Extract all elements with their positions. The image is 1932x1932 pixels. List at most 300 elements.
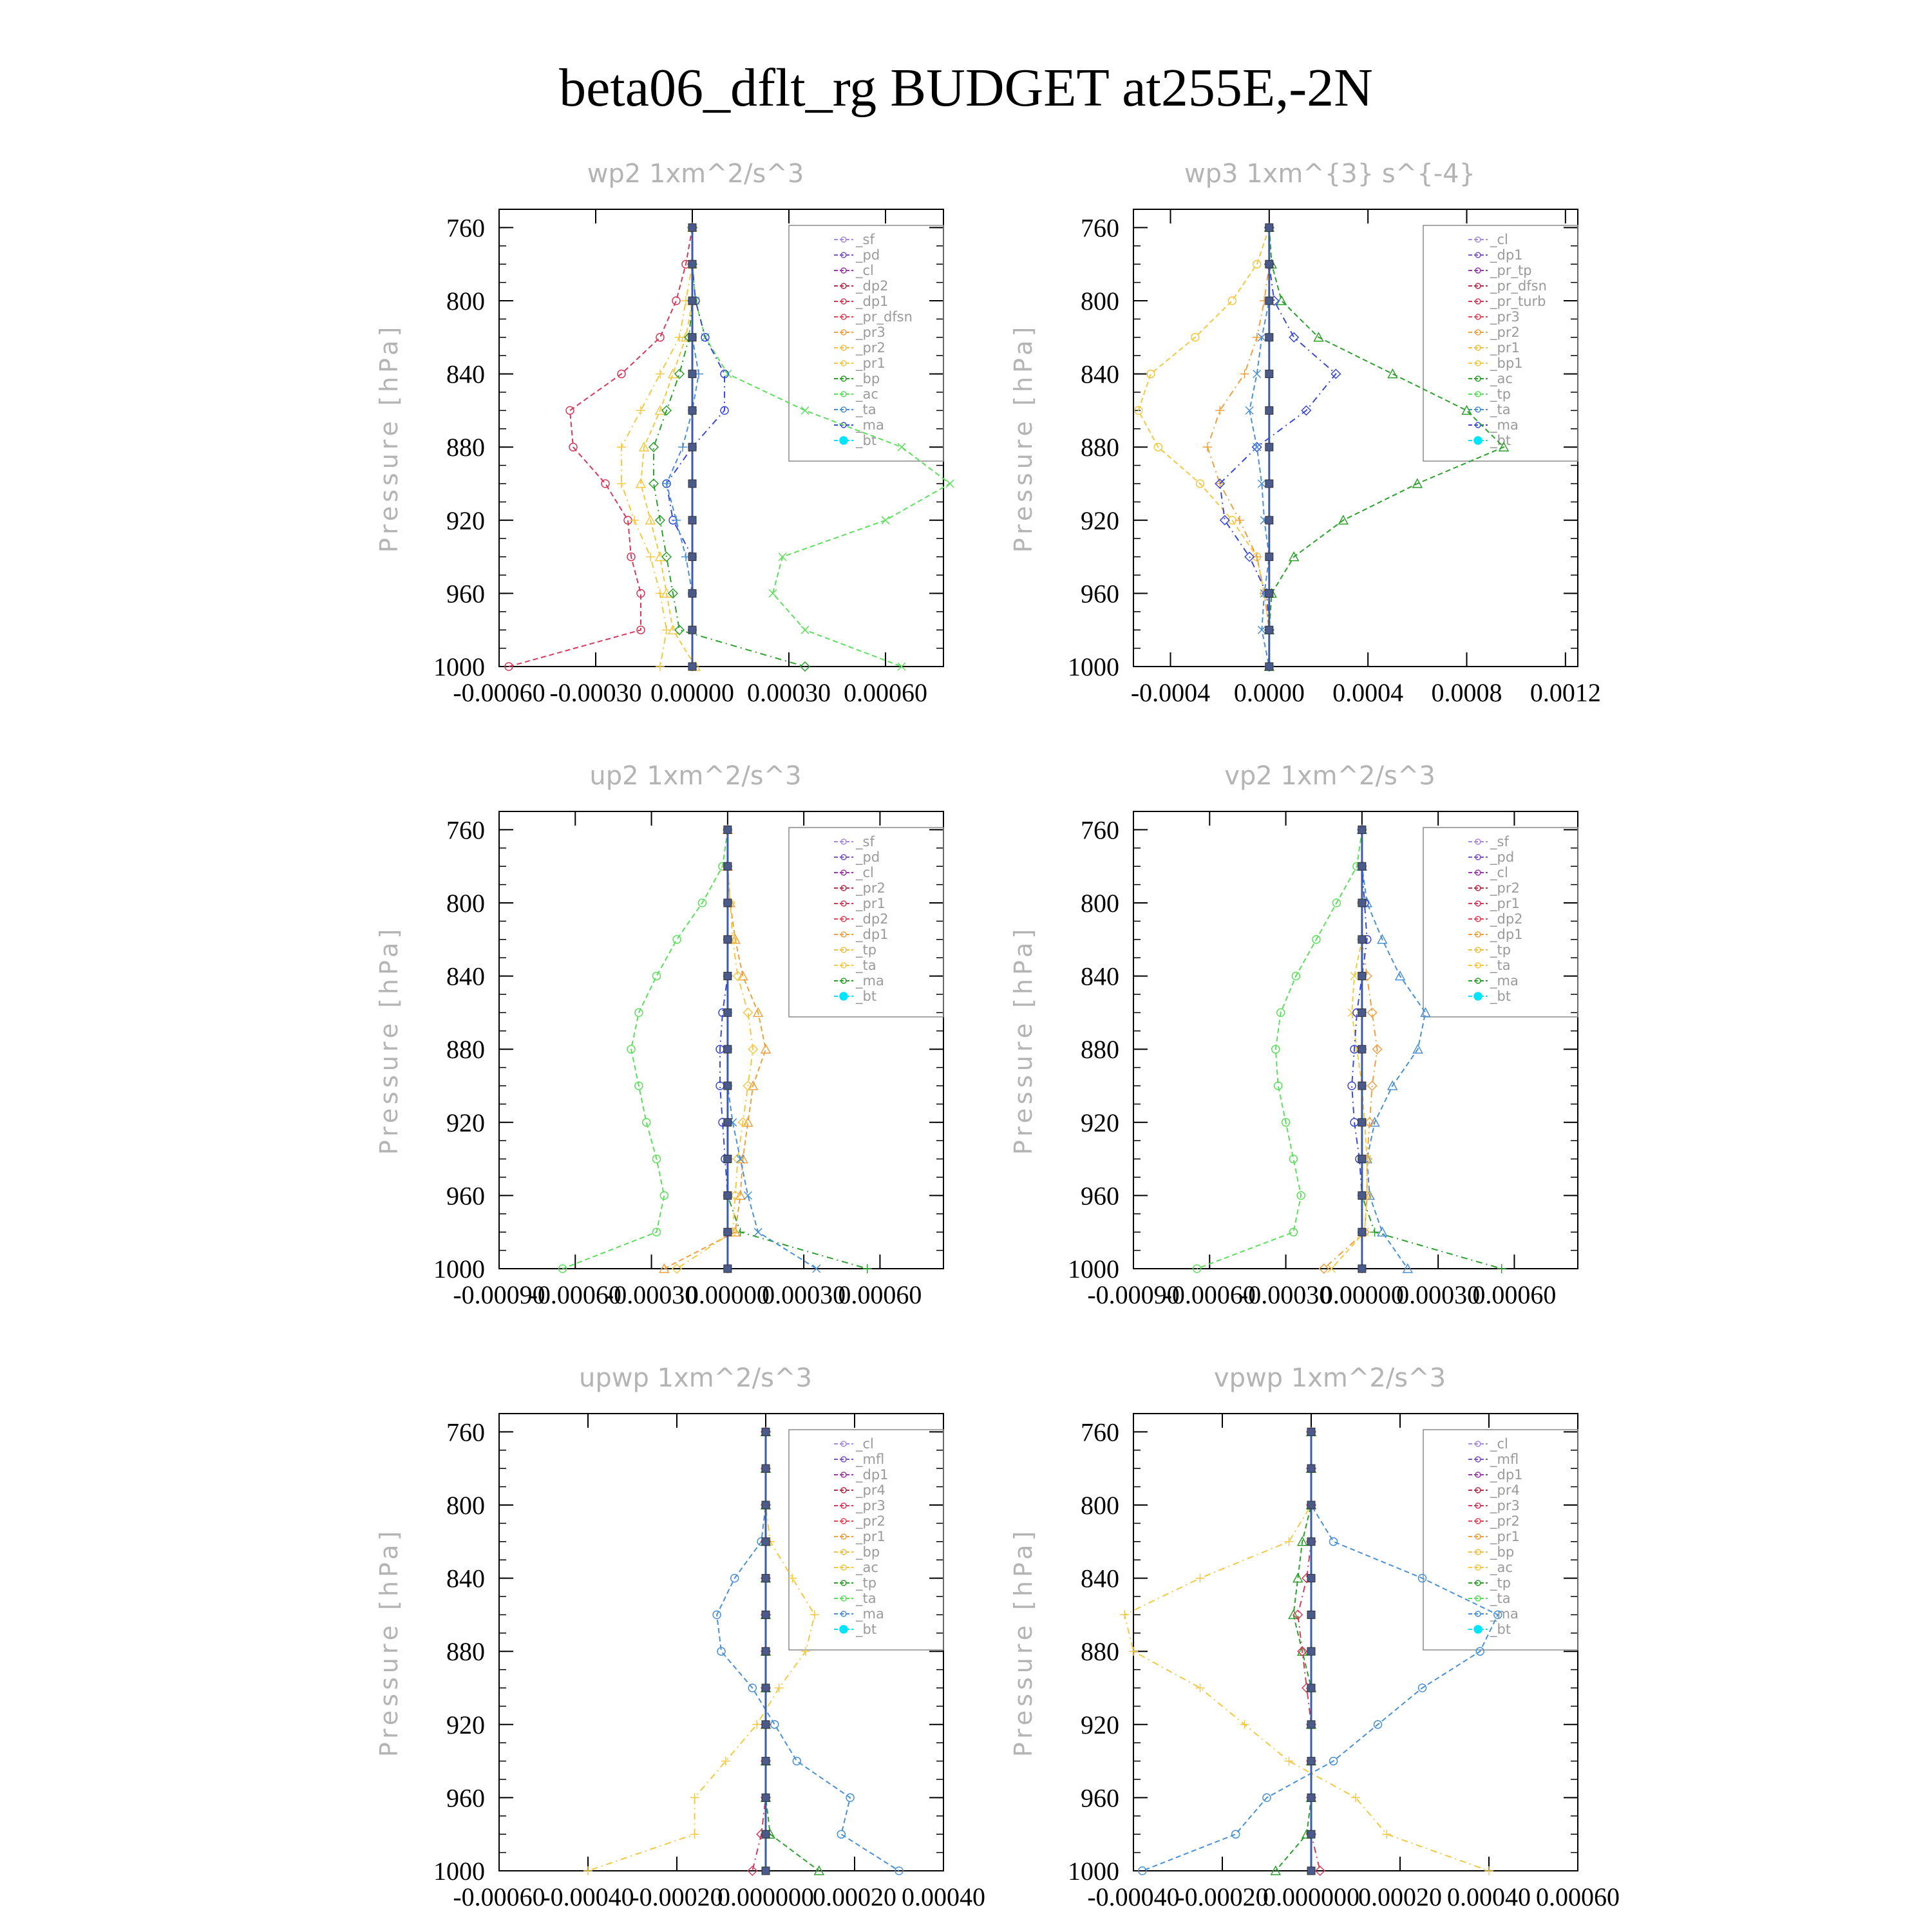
series-point — [1484, 1866, 1493, 1875]
series-point — [1358, 1082, 1366, 1090]
series-point — [1307, 1575, 1315, 1582]
legend-marker — [1474, 1625, 1482, 1633]
x-tick-label: 0.0012 — [1530, 678, 1601, 707]
legend-label: _pr_dfsn — [856, 309, 913, 325]
series-point — [1265, 663, 1273, 670]
series-point — [724, 826, 732, 833]
series-point — [688, 297, 696, 305]
subplot-title: upwp 1xm^2/s^3 — [579, 1363, 812, 1393]
series-point — [662, 479, 671, 488]
series-point — [1307, 1538, 1315, 1546]
y-tick-label: 960 — [1081, 1181, 1119, 1211]
y-tick-label: 920 — [446, 1108, 485, 1137]
x-tick-label: 0.00020 — [813, 1882, 896, 1911]
x-tick-label: 0.00020 — [1358, 1882, 1442, 1911]
series-line — [563, 829, 728, 1269]
series-point — [1232, 1830, 1240, 1838]
legend-label: _mfl — [856, 1452, 885, 1467]
y-axis-label: Pressure [hPa] — [1009, 1527, 1037, 1757]
series-point — [1265, 626, 1273, 634]
series-point — [1120, 1610, 1129, 1619]
series-point — [1358, 1191, 1366, 1199]
y-tick-label: 960 — [1081, 1783, 1119, 1813]
legend-label: _pr2 — [1490, 880, 1520, 896]
series-point — [1265, 406, 1273, 414]
x-tick-label: 0.000000 — [1263, 1882, 1359, 1911]
legend-label: _bt — [1490, 989, 1511, 1004]
y-tick-label: 960 — [446, 1181, 485, 1211]
y-tick-label: 800 — [1081, 287, 1119, 316]
legend-label: _pr_turb — [1490, 294, 1546, 309]
legend-label: _pd — [856, 849, 880, 865]
series-point — [762, 1464, 770, 1472]
y-tick-label: 760 — [1081, 815, 1119, 845]
legend-label: _dp1 — [856, 1467, 889, 1482]
x-tick-label: -0.00090 — [1087, 1280, 1180, 1309]
x-tick-label: 0.00030 — [762, 1280, 846, 1309]
series-point — [762, 1794, 770, 1801]
y-tick-label: 840 — [1081, 1564, 1119, 1593]
legend-label: _pr3 — [856, 325, 886, 340]
y-tick-label: 960 — [446, 579, 485, 609]
x-tick-label: -0.00060 — [453, 678, 545, 707]
legend-label: _ta — [856, 1591, 876, 1606]
x-tick-label: -0.00020 — [1176, 1882, 1269, 1911]
y-tick-label: 880 — [1081, 1035, 1119, 1065]
y-axis-label: Pressure [hPa] — [375, 323, 403, 553]
x-tick-label: 0.00040 — [902, 1882, 985, 1911]
x-tick-label: 0.00000 — [685, 1280, 770, 1309]
series-line — [728, 829, 817, 1269]
legend-label: _bp — [856, 1544, 880, 1560]
series-point — [771, 1721, 779, 1728]
legend-label: _tp — [1490, 386, 1511, 402]
legend-label: _dp2 — [856, 911, 889, 927]
legend-label: _dp1 — [856, 294, 889, 309]
x-tick-label: 0.00000 — [650, 678, 734, 707]
legend-label: _ta — [1490, 958, 1511, 973]
series-line — [1362, 829, 1502, 1269]
x-tick-label: -0.00040 — [542, 1882, 634, 1911]
series-point — [656, 334, 664, 341]
legend-label: _pr2 — [856, 340, 886, 355]
series-point — [1307, 1757, 1315, 1765]
subplot-4 — [1009, 761, 1578, 1309]
series-point — [724, 1009, 732, 1016]
x-tick-label: -0.00030 — [1239, 1280, 1332, 1309]
series-point — [1147, 370, 1155, 378]
series-point — [1307, 1501, 1315, 1509]
legend-label: _dp1 — [1490, 1467, 1523, 1482]
series-point — [1358, 1009, 1366, 1016]
y-axis-label: Pressure [hPa] — [1009, 925, 1037, 1155]
x-tick-label: -0.00030 — [549, 678, 642, 707]
legend-label: _cl — [1490, 232, 1508, 247]
y-tick-label: 760 — [1081, 1417, 1119, 1447]
series-point — [1348, 1082, 1356, 1090]
legend-label: _dp1 — [856, 927, 889, 942]
series-point — [801, 406, 809, 414]
series-point — [1358, 1045, 1366, 1053]
legend-label: _pd — [1490, 849, 1515, 865]
series-point — [1235, 516, 1244, 525]
series-point — [801, 1647, 810, 1656]
series-point — [1265, 516, 1273, 524]
series-point — [1228, 297, 1236, 305]
series-point — [724, 1119, 732, 1126]
x-tick-label: 0.00030 — [1396, 1280, 1481, 1309]
x-tick-label: 0.00030 — [747, 678, 831, 707]
legend-label: _dp1 — [1490, 247, 1523, 263]
series-point — [630, 516, 639, 525]
series-line — [1142, 1432, 1498, 1871]
y-tick-label: 840 — [446, 359, 485, 389]
series-point — [643, 1119, 650, 1126]
y-tick-label: 1000 — [433, 1857, 485, 1886]
series-point — [652, 972, 660, 980]
legend-label: _bp — [856, 371, 880, 386]
series-point — [672, 297, 680, 305]
x-tick-label: -0.00060 — [453, 1882, 545, 1911]
series-point — [724, 1082, 732, 1090]
series-point — [762, 1721, 770, 1728]
series-point — [775, 1683, 784, 1692]
series-line — [1220, 227, 1336, 667]
legend-label: _sf — [856, 834, 875, 849]
y-tick-label: 800 — [1081, 889, 1119, 918]
series-point — [810, 1610, 819, 1619]
series-point — [724, 1045, 732, 1053]
series-point — [762, 1830, 770, 1838]
y-tick-label: 960 — [446, 1783, 485, 1813]
series-line — [1269, 227, 1504, 667]
legend-label: _pd — [856, 247, 880, 263]
legend-label: _ta — [1490, 402, 1511, 417]
series-point — [1203, 442, 1212, 451]
y-tick-label: 880 — [1081, 433, 1119, 462]
series-point — [1265, 589, 1273, 597]
series-line — [1208, 227, 1269, 667]
series-point — [898, 443, 905, 451]
series-point — [754, 1228, 762, 1236]
subplot-2 — [1009, 159, 1601, 707]
series-point — [668, 370, 677, 378]
legend-label: _tp — [856, 1575, 877, 1591]
y-axis-label: Pressure [hPa] — [1009, 323, 1037, 553]
series-point — [583, 1866, 592, 1875]
series-point — [1358, 899, 1366, 907]
series-point — [716, 1082, 724, 1090]
series-point — [656, 370, 665, 379]
legend-label: _pr4 — [856, 1482, 886, 1498]
y-tick-label: 840 — [1081, 961, 1119, 991]
legend-label: _ac — [856, 386, 878, 402]
y-tick-label: 880 — [1081, 1637, 1119, 1667]
series-point — [724, 1228, 732, 1236]
legend-label: _sf — [1490, 834, 1509, 849]
series-point — [946, 480, 954, 488]
series-point — [1358, 862, 1366, 870]
legend-label: _bp — [1490, 1544, 1515, 1560]
legend-label: _ta — [1490, 1591, 1511, 1606]
legend-label: _ac — [856, 1560, 878, 1575]
series-point — [1307, 1794, 1315, 1801]
series-point — [863, 1264, 872, 1273]
x-tick-label: 0.00000 — [1320, 1280, 1404, 1309]
legend-label: _sf — [856, 232, 875, 247]
legend-label: _pr4 — [1490, 1482, 1520, 1498]
series-point — [762, 1647, 770, 1655]
y-tick-label: 920 — [1081, 506, 1119, 535]
series-point — [617, 442, 626, 451]
series-point — [688, 480, 696, 488]
series-point — [1265, 334, 1273, 341]
series-point — [688, 516, 696, 524]
y-tick-label: 800 — [446, 287, 485, 316]
series-point — [1307, 1464, 1315, 1472]
series-point — [688, 443, 696, 451]
series-point — [1368, 1081, 1377, 1090]
legend-label: _ma — [856, 1606, 884, 1622]
legend-label: _tp — [856, 942, 877, 958]
series-line — [677, 829, 753, 1269]
series-point — [724, 1265, 732, 1273]
series-point — [1265, 297, 1273, 305]
x-tick-label: -0.00030 — [605, 1280, 698, 1309]
legend-label: _ma — [1490, 1606, 1519, 1622]
series-point — [688, 589, 696, 597]
series-point — [601, 480, 609, 488]
legend-label: _cl — [1490, 865, 1508, 880]
legend-label: _pr2 — [1490, 1513, 1520, 1529]
y-tick-label: 800 — [446, 889, 485, 918]
legend-label: _pr2 — [856, 1513, 886, 1529]
legend-marker — [840, 1625, 848, 1633]
series-point — [1265, 260, 1273, 268]
series-line — [1276, 1432, 1311, 1871]
legend-label: _pr_dfsn — [1490, 278, 1547, 294]
series-point — [649, 442, 658, 451]
legend-label: _ac — [1490, 1560, 1513, 1575]
series-point — [769, 589, 777, 597]
y-axis-label: Pressure [hPa] — [375, 1527, 403, 1757]
y-tick-label: 760 — [1081, 213, 1119, 243]
series-point — [688, 663, 696, 670]
y-tick-label: 880 — [446, 433, 485, 462]
series-point — [1307, 1830, 1315, 1838]
legend-label: _ac — [1490, 371, 1513, 386]
x-tick-label: 0.0008 — [1431, 678, 1502, 707]
legend-label: _cl — [856, 865, 874, 880]
y-tick-label: 1000 — [1068, 1857, 1119, 1886]
series-point — [1358, 972, 1366, 980]
subplot-title: vp2 1xm^2/s^3 — [1224, 761, 1435, 791]
x-tick-label: -0.00020 — [630, 1882, 723, 1911]
y-axis-label: Pressure [hPa] — [375, 925, 403, 1155]
y-tick-label: 1000 — [433, 652, 485, 681]
series-point — [688, 370, 696, 378]
legend-label: _cl — [856, 263, 874, 278]
series-point — [1265, 480, 1273, 488]
series-point — [724, 1155, 732, 1163]
y-tick-label: 920 — [446, 1710, 485, 1739]
series-point — [688, 223, 696, 231]
series-line — [509, 227, 692, 667]
series-point — [1497, 1264, 1506, 1273]
series-point — [1388, 370, 1397, 378]
y-tick-label: 880 — [446, 1637, 485, 1667]
series-point — [1307, 1611, 1315, 1618]
subplot-3 — [375, 761, 943, 1309]
series-point — [1358, 1155, 1366, 1163]
series-point — [662, 625, 671, 634]
legend-label: _bt — [856, 989, 877, 1004]
legend-label: _ma — [1490, 973, 1519, 989]
series-point — [1285, 1537, 1294, 1546]
series-point — [1307, 1684, 1315, 1692]
legend-label: _dp2 — [1490, 911, 1523, 927]
series-line — [766, 1432, 819, 1871]
legend-label: _bt — [1490, 1622, 1511, 1637]
series-point — [793, 1757, 800, 1765]
series-point — [1265, 370, 1273, 378]
y-tick-label: 920 — [446, 506, 485, 535]
series-point — [761, 1045, 770, 1053]
legend-label: _pr1 — [1490, 1529, 1520, 1544]
series-point — [672, 516, 681, 525]
legend-label: _bp1 — [1490, 355, 1523, 371]
y-tick-label: 840 — [446, 1564, 485, 1593]
series-point — [1265, 443, 1273, 451]
y-tick-label: 920 — [1081, 1108, 1119, 1137]
series-point — [779, 553, 786, 561]
legend-label: _cl — [1490, 1436, 1508, 1452]
y-tick-label: 880 — [446, 1035, 485, 1065]
legend-marker — [1474, 437, 1482, 444]
series-point — [1129, 1647, 1138, 1656]
y-tick-label: 1000 — [1068, 652, 1119, 681]
series-point — [1330, 1538, 1338, 1546]
x-tick-label: -0.00060 — [529, 1280, 621, 1309]
series-point — [636, 406, 645, 415]
subplot-title: wp3 1xm^{3} s^{-4} — [1184, 159, 1476, 189]
series-point — [762, 1611, 770, 1618]
subplot-title: vpwp 1xm^2/s^3 — [1213, 1363, 1446, 1393]
series-point — [1358, 936, 1366, 943]
legend-label: _bt — [856, 1622, 877, 1637]
legend-label: _pr3 — [856, 1498, 886, 1513]
legend-marker — [840, 992, 848, 1000]
legend-label: _pr2 — [856, 880, 886, 896]
legend-label: _tp — [1490, 1575, 1511, 1591]
x-tick-label: 0.00060 — [1472, 1280, 1557, 1309]
legend-label: _dp2 — [856, 278, 889, 294]
series-point — [1358, 826, 1366, 833]
series-point — [762, 1757, 770, 1765]
series-point — [688, 260, 696, 268]
series-point — [656, 662, 665, 671]
series-point — [762, 1428, 770, 1435]
legend-label: _bt — [856, 433, 877, 448]
series-point — [1253, 333, 1262, 342]
series-point — [762, 1867, 770, 1875]
legend-label: _pr1 — [856, 355, 886, 371]
series-point — [724, 899, 732, 907]
legend-label: _mfl — [1490, 1452, 1519, 1467]
series-line — [692, 227, 950, 667]
legend-label: _tp — [1490, 942, 1511, 958]
series-point — [1307, 1867, 1315, 1875]
series-point — [1307, 1647, 1315, 1655]
series-point — [1265, 553, 1273, 561]
series-point — [1358, 1228, 1366, 1236]
subplot-5 — [375, 1363, 985, 1911]
series-point — [724, 1191, 732, 1199]
x-tick-label: 0.00060 — [844, 678, 927, 707]
subplot-title: up2 1xm^2/s^3 — [589, 761, 802, 791]
subplot-1 — [375, 159, 954, 707]
y-tick-label: 960 — [1081, 579, 1119, 609]
legend-marker — [1474, 992, 1482, 1000]
series-point — [1215, 406, 1224, 415]
legend-label: _pr1 — [856, 896, 886, 911]
series-point — [1307, 1721, 1315, 1728]
series-point — [762, 1501, 770, 1509]
x-tick-label: -0.00040 — [1087, 1882, 1180, 1911]
y-tick-label: 760 — [446, 213, 485, 243]
subplot-6 — [1009, 1363, 1620, 1911]
series-point — [724, 972, 732, 980]
figure-title: beta06_dflt_rg BUDGET at255E,-2N — [559, 58, 1373, 118]
legend-label: _pr1 — [856, 1529, 886, 1544]
series-point — [673, 936, 681, 943]
legend-label: _pr1 — [1490, 896, 1520, 911]
x-tick-label: -0.00060 — [1163, 1280, 1256, 1309]
legend-label: _pr_tp — [1490, 263, 1532, 278]
series-point — [724, 936, 732, 943]
series-point — [1196, 1574, 1205, 1583]
legend-label: _pr2 — [1490, 325, 1520, 340]
series-point — [1421, 1008, 1430, 1016]
legend-marker — [840, 437, 848, 444]
x-tick-label: 0.0000 — [1233, 678, 1305, 707]
series-point — [656, 589, 665, 598]
y-tick-label: 800 — [1081, 1491, 1119, 1520]
series-point — [801, 626, 809, 634]
legend-label: _ma — [856, 973, 884, 989]
x-tick-label: -0.00090 — [453, 1280, 545, 1309]
legend-label: _bt — [1490, 433, 1511, 448]
x-tick-label: -0.0004 — [1130, 678, 1211, 707]
y-tick-label: 800 — [446, 1491, 485, 1520]
legend-label: _cl — [856, 1436, 874, 1452]
series-point — [690, 1830, 699, 1839]
series-point — [837, 1830, 845, 1838]
series-point — [688, 553, 696, 561]
series-point — [762, 1538, 770, 1546]
legend-label: _ma — [1490, 417, 1519, 433]
legend-label: _pr1 — [1490, 340, 1520, 355]
series-line — [654, 227, 805, 667]
series-point — [617, 479, 626, 488]
legend-label: _ta — [856, 402, 876, 417]
series-point — [1265, 223, 1273, 231]
series-point — [675, 370, 684, 379]
series-point — [1196, 1683, 1205, 1692]
series-line — [588, 1432, 815, 1871]
y-tick-label: 920 — [1081, 1710, 1119, 1739]
legend-label: _ma — [856, 417, 884, 433]
